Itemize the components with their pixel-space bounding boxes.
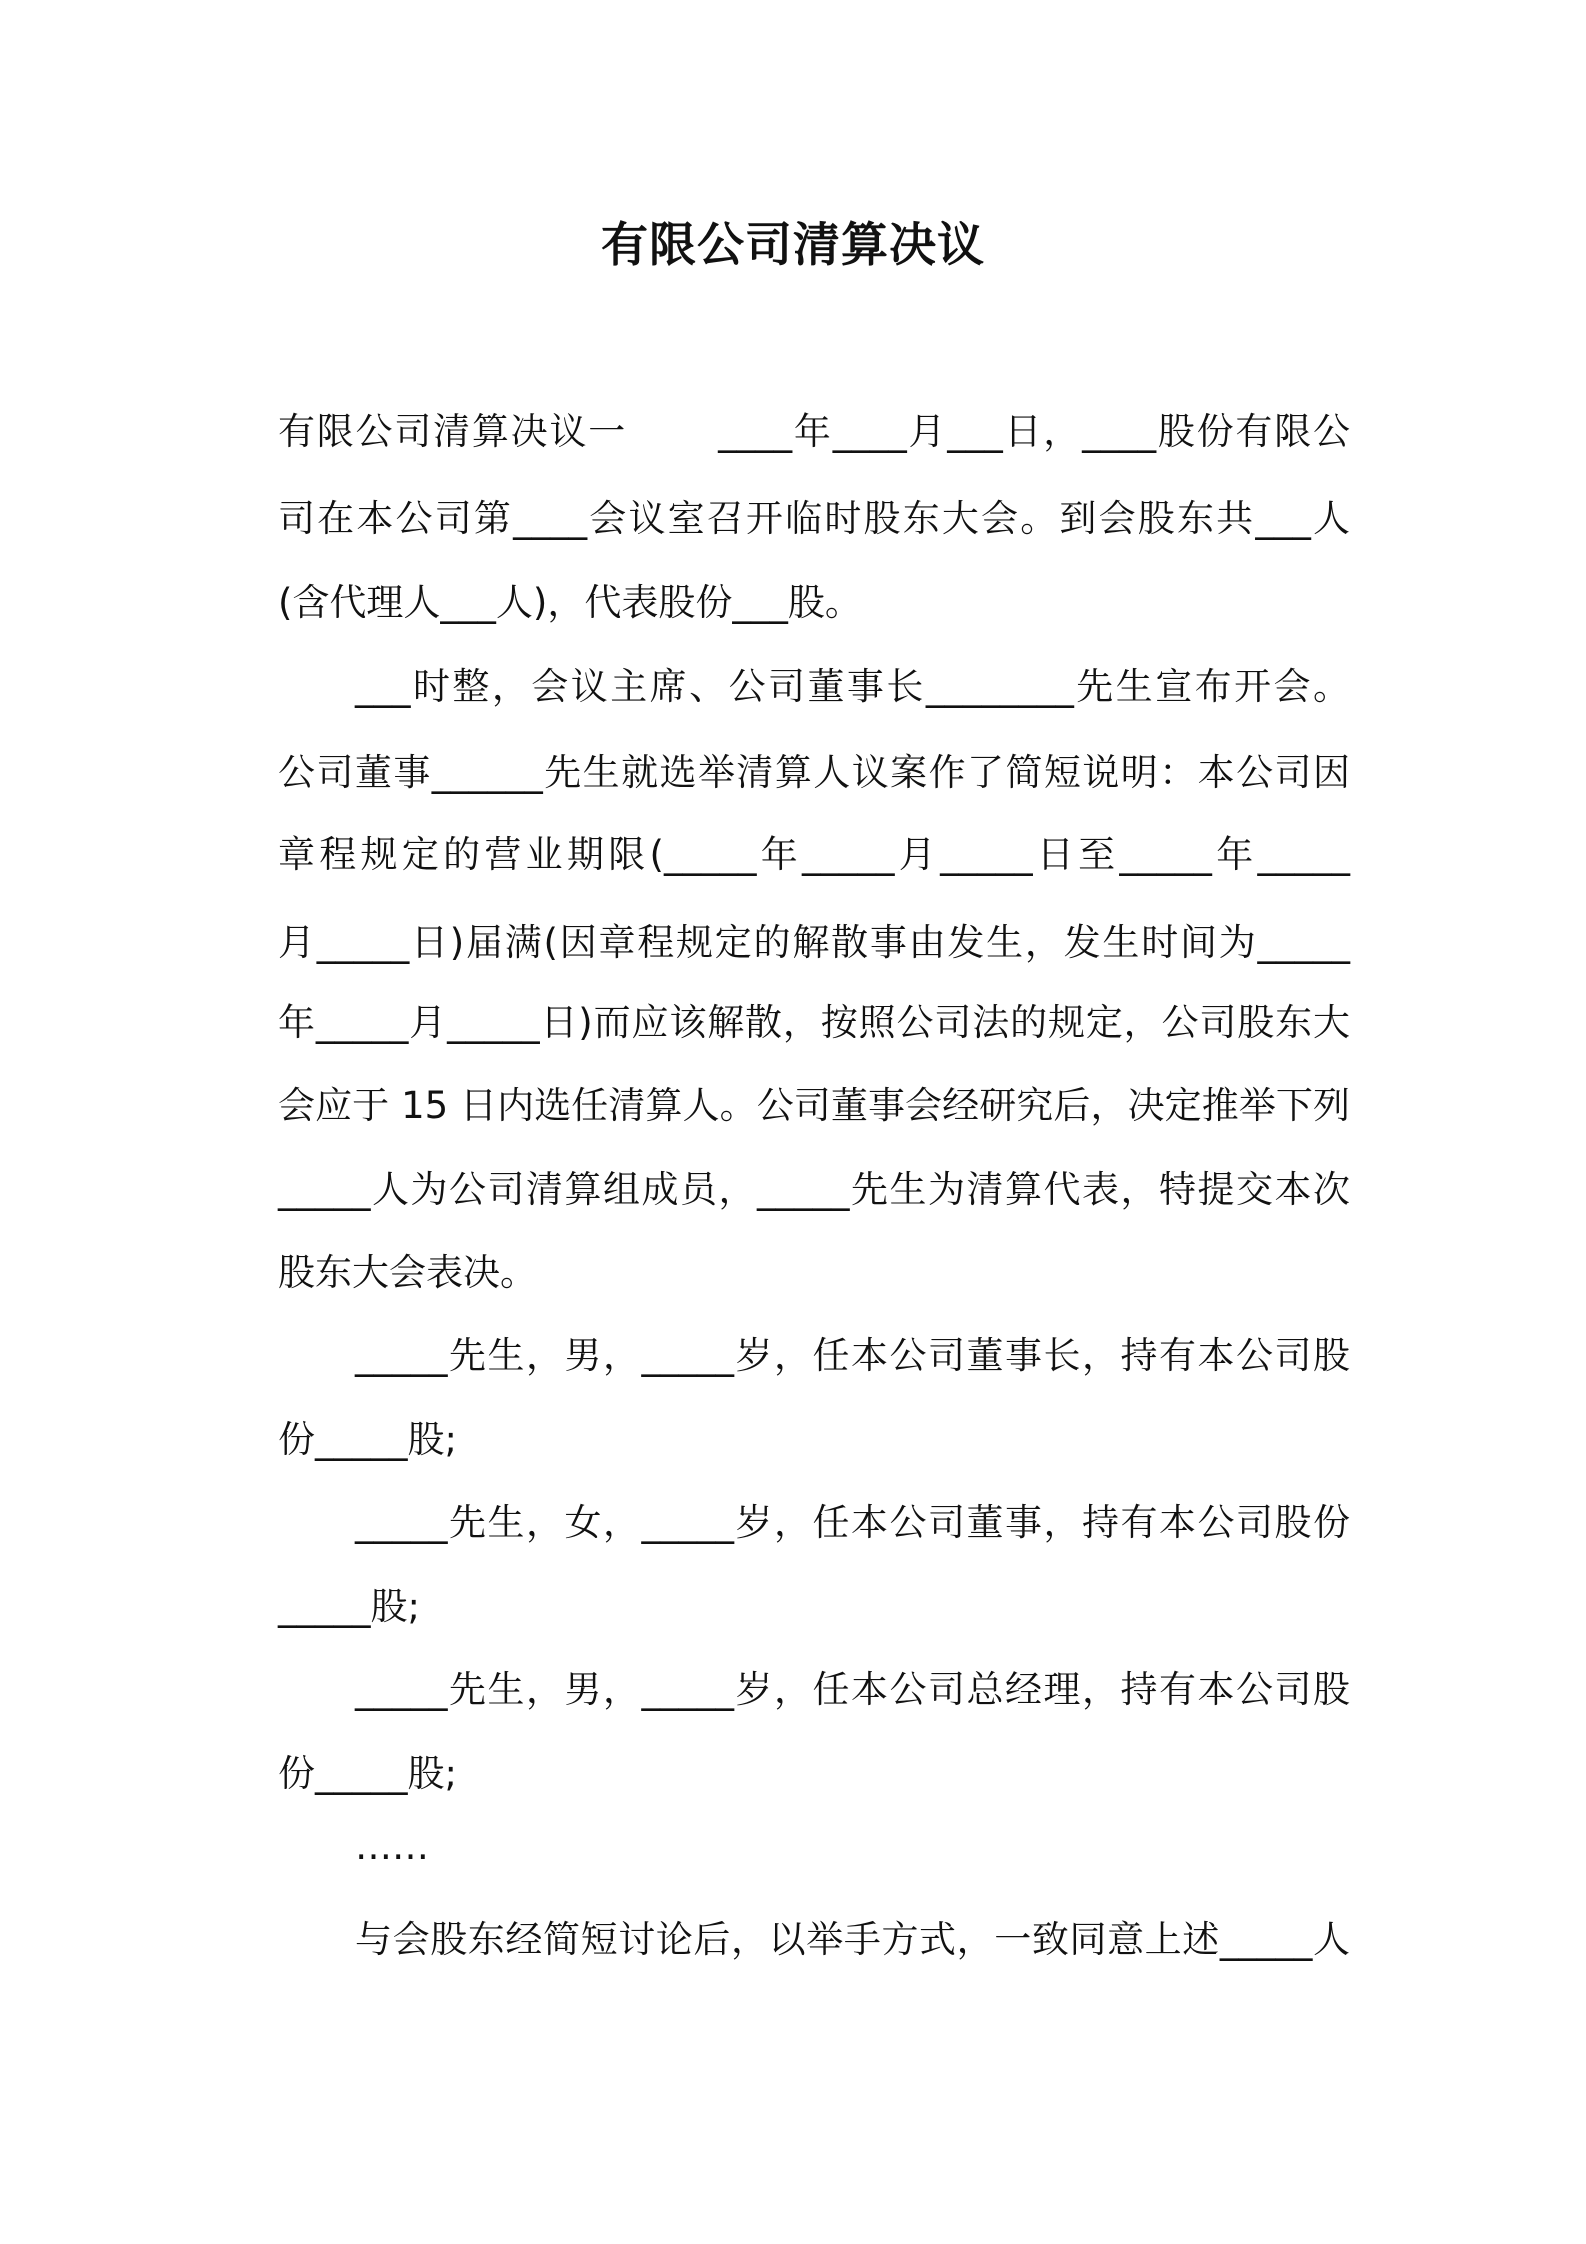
body-line-9: 会应于 15 日内选任清算人。公司董事会经研究后，决定推举下列 [278,1084,1350,1127]
body-line-15: _____股; [278,1585,420,1628]
body-line-14: _____先生，女，_____岁，任本公司董事，持有本公司股份 [355,1501,1350,1544]
document-title: 有限公司清算决议 [601,218,985,273]
body-line-18: …… [355,1825,429,1868]
body-line-4: ___时整，会议主席、公司董事长________先生宣布开会。 [355,665,1350,708]
body-line-17: 份_____股; [278,1752,457,1795]
body-line-2: 司在本公司第____会议室召开临时股东大会。到会股东共___人 [278,497,1350,540]
body-line-1: 有限公司清算决议一 ____年____月___日，____股份有限公 [278,410,1350,453]
body-line-7: 月_____日)届满(因章程规定的解散事由发生，发生时间为_____ [278,921,1350,964]
body-line-10: _____人为公司清算组成员，_____先生为清算代表，特提交本次 [278,1168,1350,1211]
body-line-19: 与会股东经简短讨论后，以举手方式，一致同意上述_____人 [355,1918,1350,1961]
body-line-8: 年_____月_____日)而应该解散，按照公司法的规定，公司股东大 [278,1001,1350,1044]
body-line-6: 章程规定的营业期限(_____年_____月_____日至_____年_____ [278,833,1350,876]
body-line-11: 股东大会表决。 [278,1251,537,1294]
body-line-12: _____先生，男，_____岁，任本公司董事长，持有本公司股 [355,1334,1350,1377]
body-line-5: 公司董事______先生就选举清算人议案作了简短说明：本公司因 [278,751,1350,794]
body-line-13: 份_____股; [278,1418,457,1461]
body-line-3: (含代理人___人)，代表股份___股。 [278,581,862,624]
body-line-16: _____先生，男，_____岁，任本公司总经理，持有本公司股 [355,1668,1350,1711]
